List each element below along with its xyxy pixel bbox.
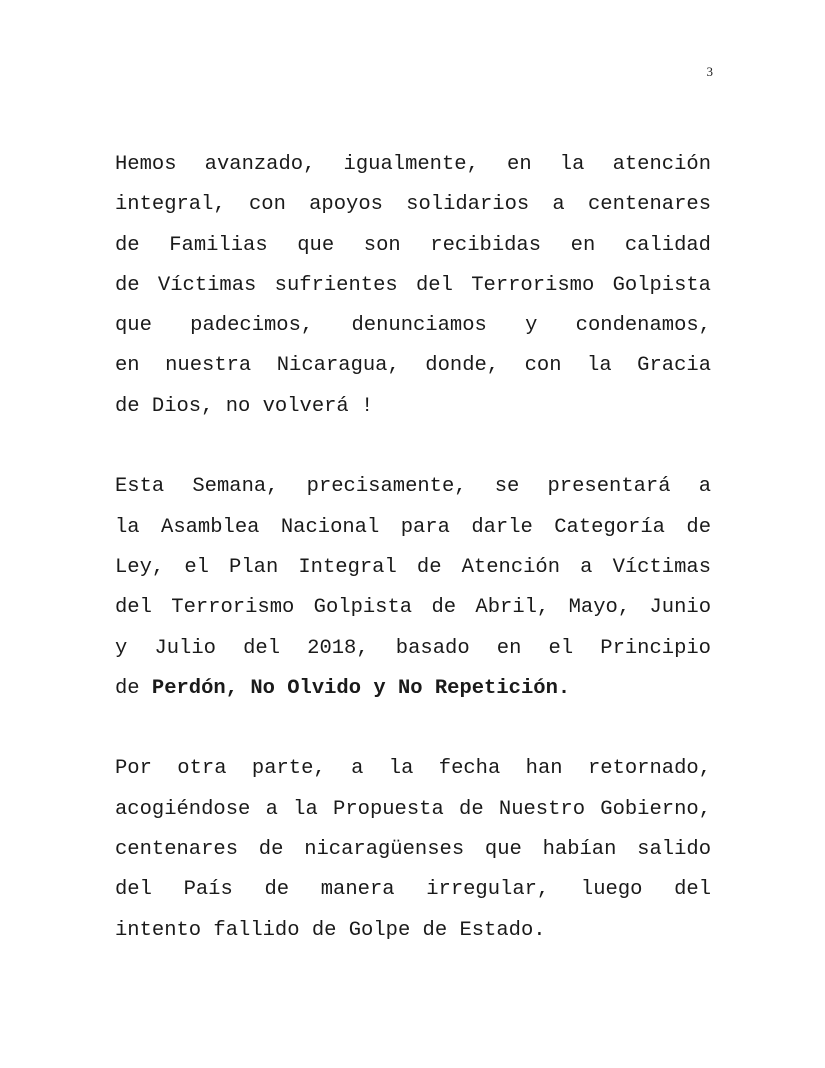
text-line: y Julio del 2018, basado en el Principio bbox=[115, 636, 711, 660]
line-prefix: de bbox=[115, 676, 152, 700]
text-line: de Víctimas sufrientes del Terrorismo Golpista bbox=[115, 273, 711, 297]
text-line: de Familias que son recibidas en calidad bbox=[115, 233, 711, 257]
text-line: de Dios, no volverá ! bbox=[115, 394, 374, 418]
text-line: del Terrorismo Golpista de Abril, Mayo, Junio bbox=[115, 596, 711, 620]
text-line: centenares de nicaragüenses que habían salido bbox=[115, 838, 711, 862]
text-line: Esta Semana, precisamente, se presentará a bbox=[115, 475, 711, 499]
bold-principle-text: Perdón, No Olvido y No Repetición. bbox=[151, 676, 571, 700]
text-line: en nuestra Nicaragua, donde, con la Gracia bbox=[115, 354, 711, 378]
document-body bbox=[115, 145, 711, 991]
text-line: Por otra parte, a la fecha han retornado, bbox=[115, 757, 711, 781]
text-line: del País de manera irregular, luego del bbox=[115, 878, 711, 902]
text-line: integral, con apoyos solidarios a centenares bbox=[115, 193, 711, 217]
page-number: 3 bbox=[706, 64, 713, 79]
paragraph-victims-attention bbox=[115, 145, 711, 427]
text-line: la Asamblea Nacional para darle Categoría de bbox=[115, 515, 711, 539]
text-line: intento fallido de Golpe de Estado. bbox=[115, 918, 546, 942]
text-line: Ley, el Plan Integral de Atención a Víctimas bbox=[115, 555, 711, 579]
paragraph-national-assembly bbox=[115, 467, 711, 709]
text-line bbox=[115, 669, 711, 709]
text-line: Hemos avanzado, igualmente, en la atención bbox=[115, 153, 711, 176]
paragraph-returnees bbox=[115, 749, 711, 950]
text-line: que padecimos, denunciamos y condenamos, bbox=[115, 314, 711, 338]
text-line: acogiéndose a la Propuesta de Nuestro Gobierno, bbox=[115, 797, 711, 821]
